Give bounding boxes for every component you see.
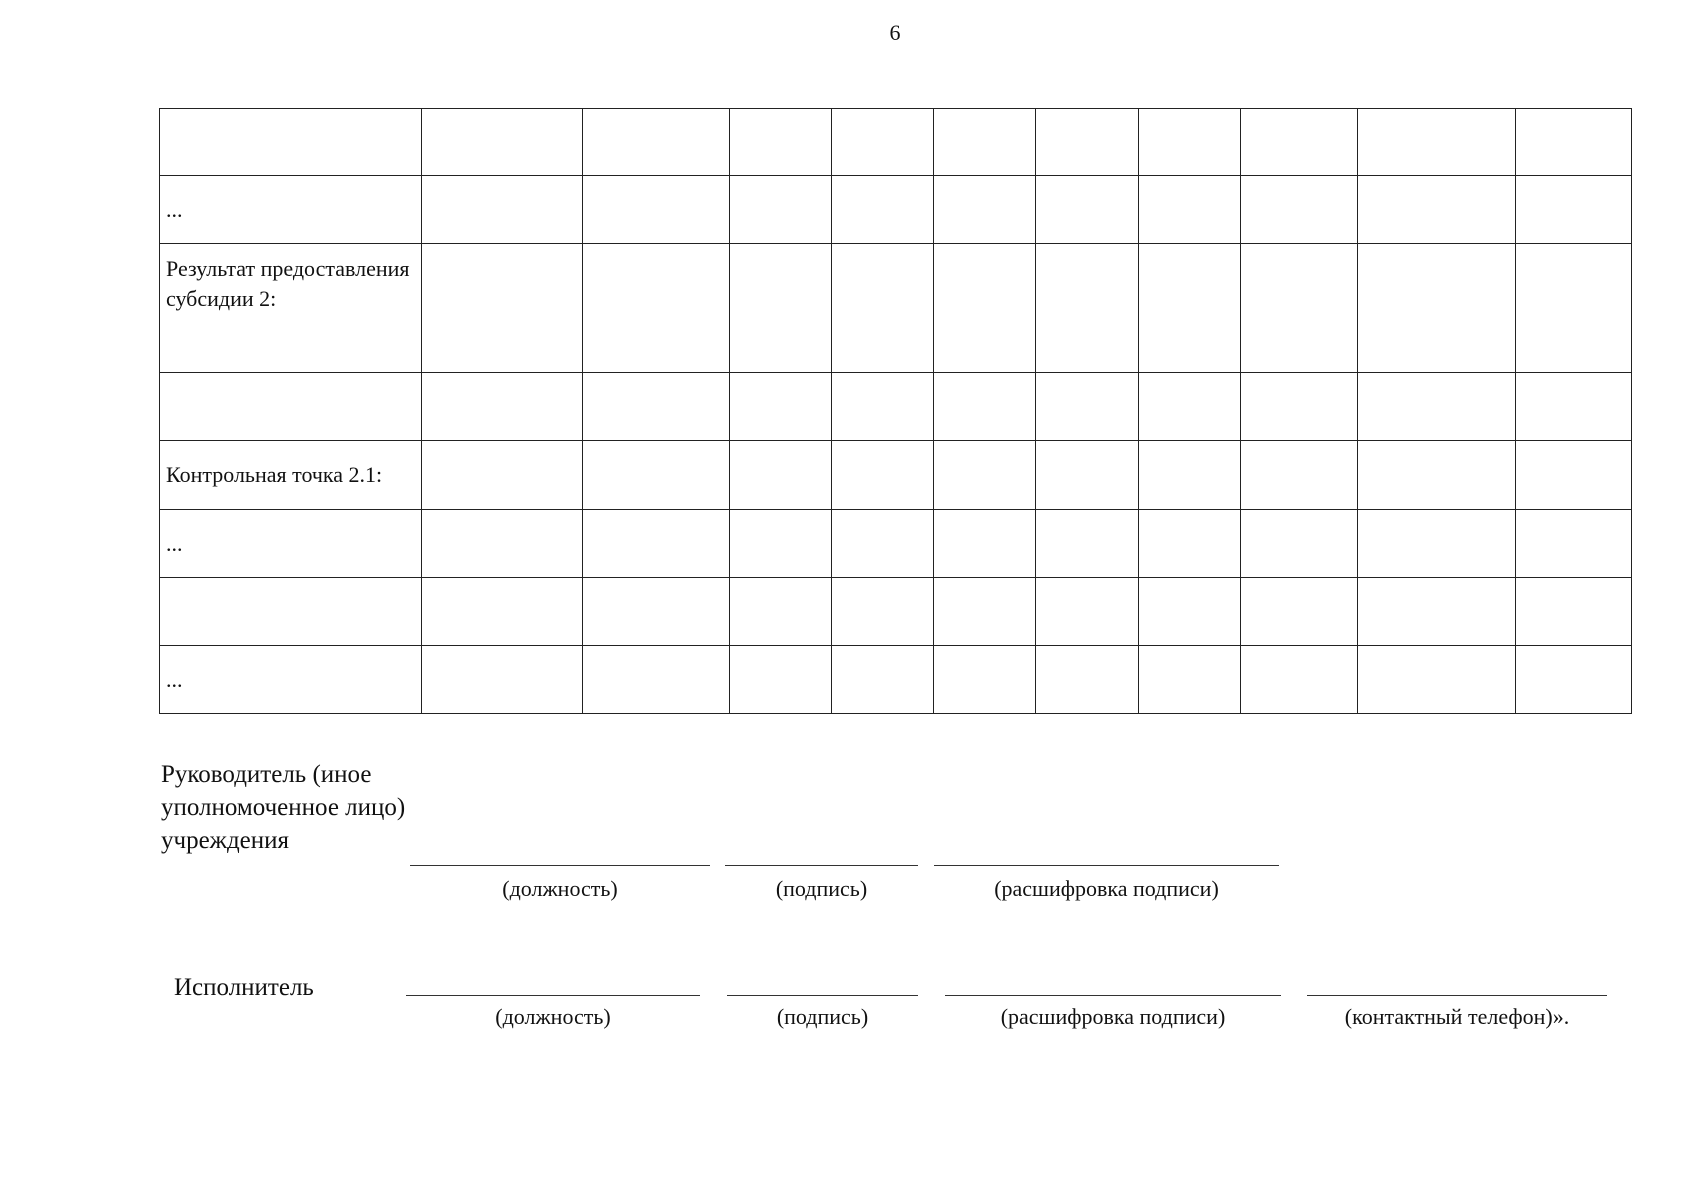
row-label-cell[interactable]: Результат предоставления субсидии 2:: [160, 244, 422, 373]
table-cell[interactable]: [1358, 510, 1516, 578]
table-cell[interactable]: [1139, 176, 1241, 244]
table-row: [160, 176, 1632, 244]
table-cell[interactable]: [1358, 176, 1516, 244]
row-label-cell[interactable]: [160, 109, 422, 176]
table-cell[interactable]: [832, 510, 934, 578]
executor-decoding-line[interactable]: [945, 995, 1281, 996]
row-label-cell[interactable]: ...: [160, 510, 422, 578]
table-cell[interactable]: [583, 578, 730, 646]
table-cell[interactable]: [1036, 441, 1139, 510]
table-cell[interactable]: [1139, 441, 1241, 510]
table-cell[interactable]: [1241, 109, 1358, 176]
table-cell[interactable]: [1241, 646, 1358, 714]
table-cell[interactable]: [934, 244, 1036, 373]
head-position-line[interactable]: [410, 865, 710, 866]
table-cell[interactable]: [1036, 578, 1139, 646]
table-cell[interactable]: [583, 176, 730, 244]
table-cell[interactable]: [1241, 244, 1358, 373]
table-cell[interactable]: [1358, 109, 1516, 176]
table-cell[interactable]: [1516, 441, 1632, 510]
table-cell[interactable]: [422, 441, 583, 510]
table-cell[interactable]: [1516, 109, 1632, 176]
table-cell[interactable]: [1241, 578, 1358, 646]
table-cell[interactable]: [832, 109, 934, 176]
table-row: [160, 578, 1632, 646]
table-cell[interactable]: [1139, 578, 1241, 646]
table-cell[interactable]: [1516, 578, 1632, 646]
table-cell[interactable]: [832, 441, 934, 510]
table-cell[interactable]: [730, 176, 832, 244]
row-label-cell[interactable]: [160, 373, 422, 441]
table-cell[interactable]: [422, 646, 583, 714]
table-cell[interactable]: [583, 510, 730, 578]
head-decoding-caption: (расшифровка подписи): [994, 876, 1219, 901]
table-row: [160, 244, 1632, 373]
executor-phone-caption: (контактный телефон)».: [1344, 1004, 1570, 1029]
executor-position-line[interactable]: [406, 995, 700, 996]
table-cell[interactable]: [583, 244, 730, 373]
table-cell[interactable]: [422, 578, 583, 646]
table-cell[interactable]: [1241, 441, 1358, 510]
table-cell[interactable]: [1036, 646, 1139, 714]
table-cell[interactable]: [730, 109, 832, 176]
table-cell[interactable]: [832, 244, 934, 373]
table-cell[interactable]: [934, 373, 1036, 441]
table-cell[interactable]: [832, 373, 934, 441]
table-cell[interactable]: [422, 373, 583, 441]
table-cell[interactable]: [1139, 373, 1241, 441]
executor-phone-line[interactable]: [1307, 995, 1607, 996]
table-cell[interactable]: [1516, 646, 1632, 714]
table-cell[interactable]: [1358, 373, 1516, 441]
table-cell[interactable]: [422, 109, 583, 176]
table-cell[interactable]: [1516, 244, 1632, 373]
table-cell[interactable]: [1036, 109, 1139, 176]
row-label-cell[interactable]: Контрольная точка 2.1:: [160, 441, 422, 510]
executor-decoding-caption: (расшифровка подписи): [1000, 1004, 1226, 1029]
table-cell[interactable]: [934, 109, 1036, 176]
table-cell[interactable]: [1516, 373, 1632, 441]
table-cell[interactable]: [832, 578, 934, 646]
table-row: [160, 441, 1632, 510]
head-signatory-label: Руководитель (иное уполномоченное лицо) учреждения: [161, 761, 406, 854]
table-cell[interactable]: [1358, 244, 1516, 373]
head-position-caption: (должность): [502, 876, 618, 901]
head-signature-caption: (подпись): [775, 876, 868, 901]
table-cell[interactable]: [1139, 109, 1241, 176]
table-cell[interactable]: [1139, 510, 1241, 578]
table-cell[interactable]: [583, 373, 730, 441]
table-cell[interactable]: [583, 441, 730, 510]
executor-signature-caption: (подпись): [776, 1004, 869, 1029]
table-cell[interactable]: [730, 578, 832, 646]
table-cell[interactable]: [1036, 510, 1139, 578]
executor-signature-line[interactable]: [727, 995, 918, 996]
table-cell[interactable]: [934, 510, 1036, 578]
row-label-cell[interactable]: ...: [160, 646, 422, 714]
table-cell[interactable]: [1139, 646, 1241, 714]
row-label-cell[interactable]: [160, 578, 422, 646]
table-row: [160, 373, 1632, 441]
head-decoding-line[interactable]: [934, 865, 1279, 866]
table-cell[interactable]: [422, 510, 583, 578]
table-cell[interactable]: [1516, 510, 1632, 578]
table-cell[interactable]: [583, 109, 730, 176]
table-cell[interactable]: [583, 646, 730, 714]
table-cell[interactable]: [1358, 441, 1516, 510]
table-cell[interactable]: [1139, 244, 1241, 373]
table-cell[interactable]: [422, 244, 583, 373]
table-cell[interactable]: [730, 244, 832, 373]
table-cell[interactable]: [934, 441, 1036, 510]
table-cell[interactable]: [934, 176, 1036, 244]
table-cell[interactable]: [1241, 510, 1358, 578]
table-cell[interactable]: [934, 646, 1036, 714]
table-cell[interactable]: [1241, 373, 1358, 441]
row-label-cell[interactable]: ...: [160, 176, 422, 244]
table-cell[interactable]: [422, 176, 583, 244]
page-number: 6: [889, 20, 901, 45]
table-cell[interactable]: [1241, 176, 1358, 244]
table-cell[interactable]: [1516, 176, 1632, 244]
table-cell[interactable]: [1358, 578, 1516, 646]
table-cell[interactable]: [730, 373, 832, 441]
table-cell[interactable]: [730, 510, 832, 578]
table-cell[interactable]: [1358, 646, 1516, 714]
table-cell[interactable]: [730, 441, 832, 510]
table-cell[interactable]: [832, 176, 934, 244]
executor-label: Исполнитель: [174, 974, 314, 1001]
table-cell[interactable]: [730, 646, 832, 714]
table-cell[interactable]: [1036, 244, 1139, 373]
report-table: [159, 108, 1632, 714]
table-row: [160, 646, 1632, 714]
table-row: [160, 109, 1632, 176]
head-signature-line[interactable]: [725, 865, 918, 866]
table-cell[interactable]: [1036, 176, 1139, 244]
table-cell[interactable]: [832, 646, 934, 714]
table-cell[interactable]: [1036, 373, 1139, 441]
executor-position-caption: (должность): [495, 1004, 611, 1029]
table-row: [160, 510, 1632, 578]
table-cell[interactable]: [934, 578, 1036, 646]
